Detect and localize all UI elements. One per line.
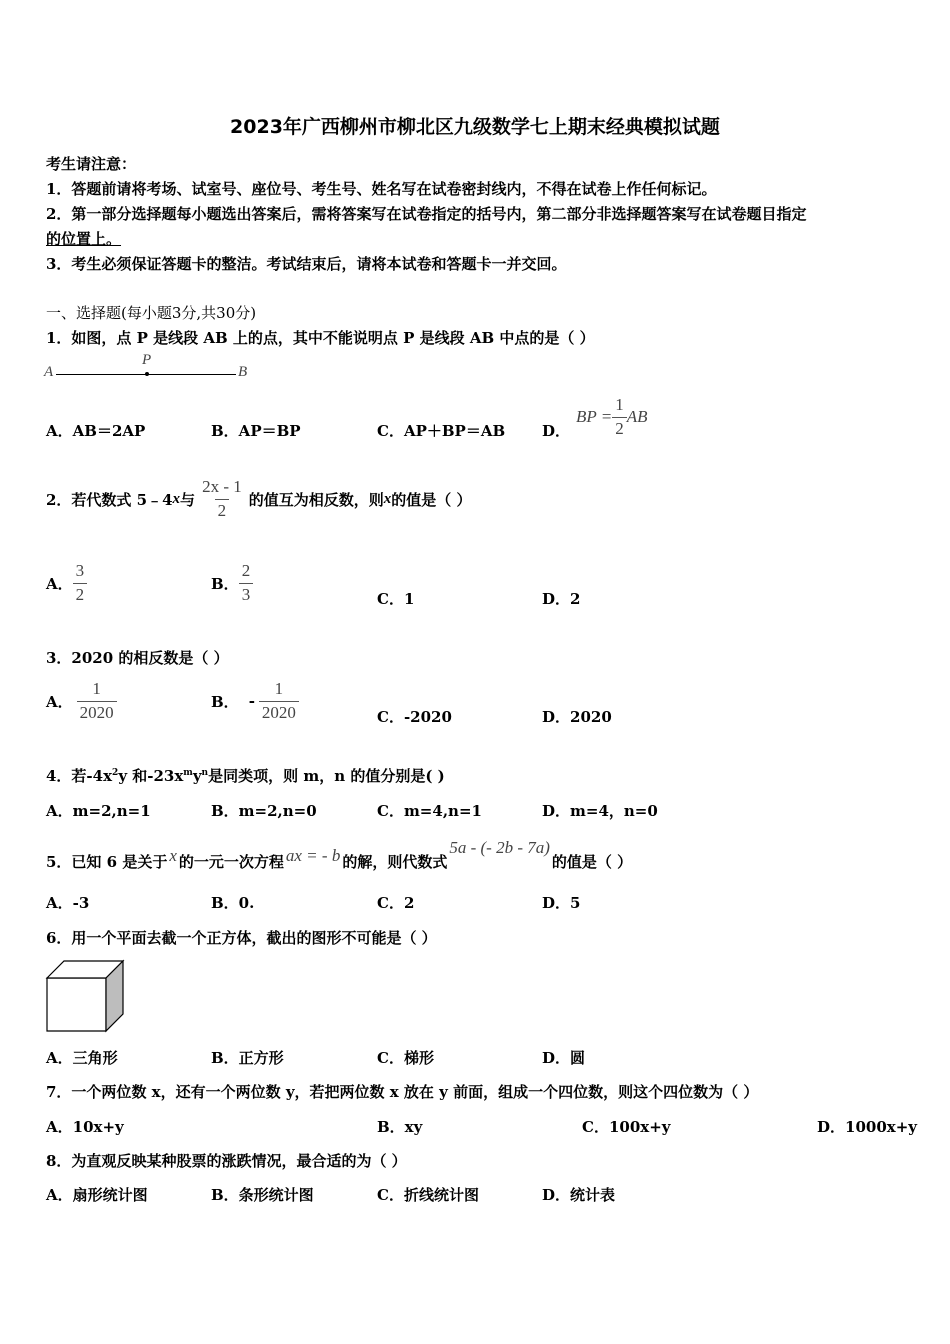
q4-text-3: y: [192, 767, 202, 785]
q3-option-a: [46, 680, 117, 722]
q1-option-c: C．AP＋BP＝AB: [377, 422, 506, 440]
q4-option-a: A．m=2,n=1: [46, 802, 151, 820]
question-7-stem: 7．一个两位数 x，还有一个两位数 y，若把两位数 x 放在 y 前面，组成一个四位数，则这个四位数为（ ）: [46, 1083, 759, 1101]
q4-option-c: C．m=4,n=1: [377, 802, 482, 820]
section-heading: 一、选择题(每小题3分,共30分): [46, 304, 257, 322]
q5-option-c: C．2: [377, 894, 415, 912]
q2-text-pre: 2．若代数式 5﹣4: [46, 490, 173, 509]
notice-item-3: 3．考生必须保证答题卡的整洁。考试结束后，请将本试卷和答题卡一并交回。: [46, 255, 567, 273]
q5-text-2: 的一元一次方程: [178, 853, 284, 871]
fraction-den: 2: [73, 583, 88, 605]
q8-option-d: D．统计表: [542, 1186, 616, 1204]
q2-var-x2: x: [383, 490, 392, 507]
q7-option-a: A．10x+y: [46, 1118, 124, 1136]
q5-option-d: D．5: [542, 894, 581, 912]
q5-text-3: 的解，则代数式: [342, 853, 448, 871]
q6-option-a: A．三角形: [46, 1049, 118, 1067]
q2-text-post2: 的值是（ ）: [391, 490, 472, 509]
q5-text-4: 的值是（ ）: [551, 853, 633, 871]
q6-option-c: C．梯形: [377, 1049, 434, 1067]
fraction-num: 1: [615, 395, 624, 414]
q2-option-d: D．2: [542, 590, 581, 608]
formula-lhs: BP =: [576, 407, 613, 427]
q7-option-b: B．xy: [377, 1118, 423, 1136]
question-6-stem: 6．用一个平面去截一个正方体，截出的图形不可能是（ ）: [46, 929, 437, 947]
q4-option-d: D．m=4，n=0: [542, 802, 658, 820]
formula-rhs: AB: [626, 407, 648, 427]
q4-exp-3: n: [201, 768, 209, 778]
q5-var-x: x: [169, 846, 177, 865]
notice-item-1: 1．答题前请将考场、试室号、座位号、考生号、姓名写在试卷密封线内，不得在试卷上作任何标记。: [46, 180, 717, 198]
cube-figure: [44, 958, 126, 1034]
question-2-stem: [46, 478, 471, 520]
q3-option-b: [211, 680, 299, 722]
q5-option-a: A．-3: [46, 894, 90, 912]
q4-text-1: 4．若-4x: [46, 767, 113, 785]
q4-text-4: 是同类项，则 m，n 的值分别是( ): [208, 767, 445, 785]
q7-option-d: D．1000x+y: [817, 1118, 917, 1136]
q7-option-c: C．100x+y: [582, 1118, 671, 1136]
q4-text-2: y 和-23x: [118, 767, 184, 785]
fraction-num: 2x - 1: [202, 477, 242, 496]
q4-option-b: B．m=2,n=0: [211, 802, 317, 820]
question-8-stem: 8．为直观反映某种股票的涨跌情况，最合适的为（ ）: [46, 1152, 407, 1170]
q5-expression: 5a - (- 2b - 7a): [449, 838, 550, 857]
option-fraction: [259, 680, 299, 722]
cube-front-face: [47, 978, 106, 1031]
fraction-num: 3: [75, 561, 85, 580]
minus-sign: -: [248, 692, 255, 711]
fraction-num: 2: [241, 561, 251, 580]
fraction-den: 2: [612, 417, 627, 439]
q8-option-a: A．扇形统计图: [46, 1186, 148, 1204]
q8-option-b: B．条形统计图: [211, 1186, 314, 1204]
q1-option-d: D．: [542, 422, 571, 440]
q2-option-b: [211, 562, 253, 604]
fraction-num: 1: [92, 679, 101, 698]
page-title: 2023年广西柳州市柳北区九级数学七上期末经典模拟试题: [230, 116, 720, 138]
q4-exp-2: m: [183, 768, 193, 778]
q6-option-d: D．圆: [542, 1049, 586, 1067]
q1-option-d-formula: [576, 396, 647, 438]
question-5-stem: [46, 832, 632, 872]
notice-heading: 考生请注意：: [46, 155, 137, 173]
fraction-den: 2: [215, 499, 230, 521]
q3-option-c: C．-2020: [377, 708, 452, 726]
option-label: B．: [211, 692, 239, 711]
q5-equation: ax = - b: [285, 846, 341, 865]
option-label: B．: [211, 574, 239, 593]
q2-text-post: 的值互为相反数，则: [248, 490, 384, 509]
option-label: A．: [46, 692, 73, 711]
q6-option-b: B．正方形: [211, 1049, 284, 1067]
q2-var-x: x: [172, 490, 181, 507]
q2-option-c: C．1: [377, 590, 415, 608]
option-fraction: [239, 562, 254, 604]
q2-fraction: [199, 478, 245, 520]
notice-item-2-cont: 的位置上。: [46, 230, 122, 248]
q1-option-b: B．AP＝BP: [211, 422, 301, 440]
point-b-label: B: [238, 364, 248, 380]
q8-option-c: C．折线统计图: [377, 1186, 479, 1204]
q2-text-mid: 与: [180, 490, 196, 509]
fraction-num: 1: [274, 679, 284, 698]
question-1-stem: 1．如图，点 P 是线段 AB 上的点，其中不能说明点 P 是线段 AB 中点的是（ ）: [46, 329, 595, 347]
question-4-stem: [46, 765, 445, 786]
option-fraction: [73, 562, 88, 604]
point-p-dot: [145, 372, 149, 376]
q5-text-1: 5．已知 6 是关于: [46, 853, 168, 871]
q2-option-a: [46, 562, 87, 604]
segment-figure: [42, 352, 262, 392]
q3-option-d: D．2020: [542, 708, 612, 726]
q1-option-a: A．AB＝2AP: [46, 422, 146, 440]
option-label: A．: [46, 574, 73, 593]
fraction-den: 3: [239, 583, 254, 605]
point-a-label: A: [44, 364, 54, 380]
point-p-label: P: [142, 352, 152, 368]
question-3-stem: 3．2020 的相反数是（ ）: [46, 649, 229, 667]
fraction: [612, 396, 627, 438]
notice-item-2: 2．第一部分选择题每小题选出答案后，需将答案写在试卷指定的括号内，第二部分非选择题答案写在试卷题目指定: [46, 205, 807, 223]
q4-exp-1: 2: [112, 768, 119, 778]
option-fraction: [77, 680, 117, 722]
q5-option-b: B．0.: [211, 894, 255, 912]
fraction-den: 2020: [77, 701, 117, 723]
fraction-den: 2020: [259, 701, 299, 723]
